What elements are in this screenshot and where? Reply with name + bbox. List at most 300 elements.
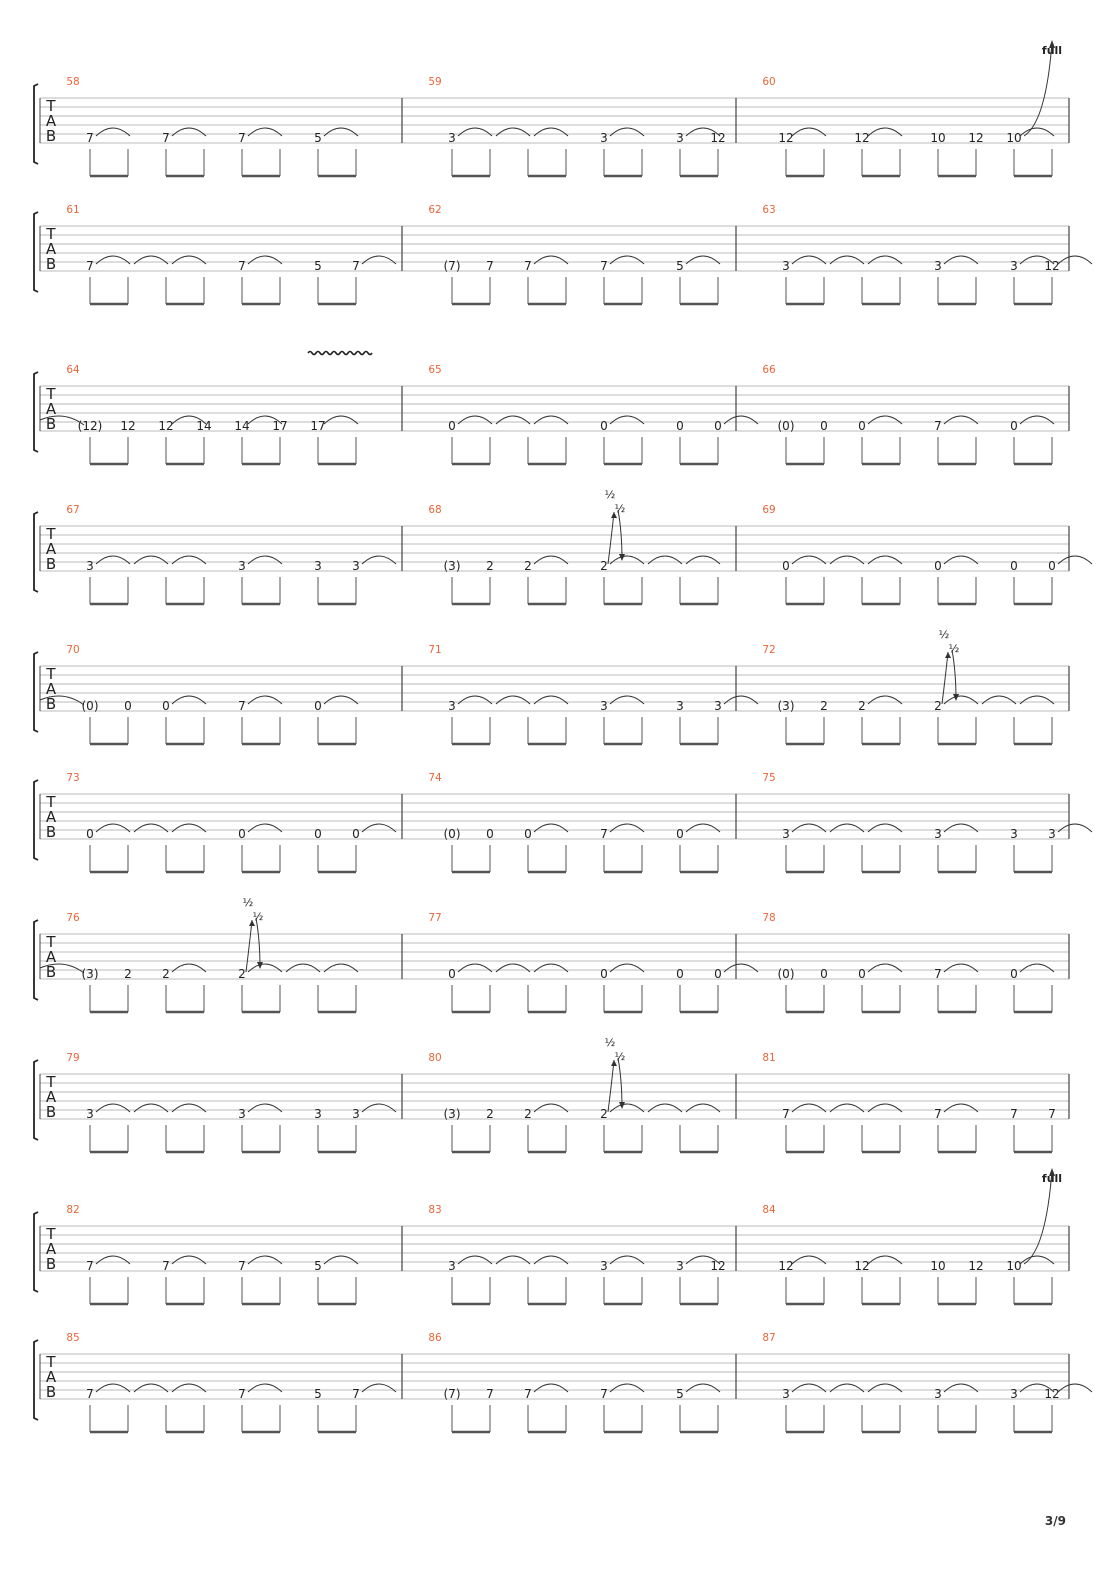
fret-number: 7 [1010, 1107, 1018, 1121]
tab-clef-letter: T [46, 793, 56, 811]
measure-number: 59 [428, 76, 442, 88]
fret-number: 3 [934, 259, 942, 273]
tie-arc [534, 964, 568, 972]
tab-clef-letter: T [46, 385, 56, 403]
tie-arc [610, 128, 644, 136]
tab-clef-letter: T [46, 933, 56, 951]
tab-system [34, 628, 1069, 744]
measure-number: 67 [66, 504, 80, 516]
fret-number: 2 [524, 1107, 532, 1121]
tie-arc [868, 256, 902, 264]
fret-number: 3 [600, 1259, 608, 1273]
measure-number: 77 [428, 912, 442, 924]
fret-number: 7 [352, 1387, 360, 1401]
tab-clef-letter: T [46, 1225, 56, 1243]
tie-arc [724, 964, 758, 972]
tie-arc [458, 416, 492, 424]
tab-clef-letter: B [45, 1103, 57, 1121]
system-bracket [34, 84, 38, 164]
fret-number: 0 [714, 967, 722, 981]
fret-number: 17 [310, 419, 326, 433]
tie-arc [944, 1384, 978, 1392]
fret-number: 3 [352, 1107, 360, 1121]
tie-arc [324, 416, 358, 424]
tie-arc [458, 1256, 492, 1264]
tie-arc [96, 1384, 130, 1392]
fret-number: 3 [314, 559, 322, 573]
tie-arc [610, 824, 644, 832]
tie-arc [496, 964, 530, 972]
tie-arc [944, 556, 978, 564]
bend-label-half: ½ [614, 502, 626, 515]
tie-arc [96, 1104, 130, 1112]
measure-number: 84 [762, 1204, 776, 1216]
fret-number: (0) [443, 827, 461, 841]
fret-number: 0 [1010, 559, 1018, 573]
bend-label-half: ½ [938, 628, 950, 641]
tie-arc [610, 1104, 644, 1112]
fret-number: 7 [238, 131, 246, 145]
tie-arc [286, 964, 320, 972]
measure-number: 64 [66, 364, 80, 376]
fret-number: 2 [524, 559, 532, 573]
fret-number: (7) [443, 1387, 461, 1401]
vibrato-mark [308, 352, 372, 355]
tie-arc [830, 256, 864, 264]
fret-number: 3 [676, 699, 684, 713]
tab-system [34, 204, 1092, 304]
tie-arc [868, 128, 902, 136]
fret-number: 14 [196, 419, 212, 433]
tie-arc [944, 964, 978, 972]
fret-number: (3) [777, 699, 795, 713]
tab-clef-letter: T [46, 665, 56, 683]
measure-number: 58 [66, 76, 80, 88]
fret-number: (0) [777, 419, 795, 433]
tie-arc [134, 256, 168, 264]
tie-arc [534, 1384, 568, 1392]
measure-number: 80 [428, 1052, 442, 1064]
tie-arc [248, 556, 282, 564]
fret-number: 5 [314, 1259, 322, 1273]
fret-number: (7) [443, 259, 461, 273]
fret-number: (12) [77, 419, 103, 433]
fret-number: 0 [448, 419, 456, 433]
tab-system [34, 1332, 1092, 1432]
tie-arc [96, 128, 130, 136]
fret-number: 2 [820, 699, 828, 713]
fret-number: 0 [524, 827, 532, 841]
tie-arc [172, 1384, 206, 1392]
tie-arc [362, 1104, 396, 1112]
measure-number: 81 [762, 1052, 776, 1064]
tie-arc [792, 556, 826, 564]
system-bracket [34, 780, 38, 860]
fret-number: 7 [486, 1387, 494, 1401]
fret-number: 7 [352, 259, 360, 273]
tie-arc [868, 416, 902, 424]
fret-number: 7 [934, 1107, 942, 1121]
tie-arc [944, 824, 978, 832]
tab-clef-letter: T [46, 97, 56, 115]
fret-number: 0 [86, 827, 94, 841]
fret-number: 2 [858, 699, 866, 713]
tab-clef-letter: B [45, 415, 57, 433]
fret-number: 5 [676, 259, 684, 273]
fret-number: 10 [930, 131, 946, 145]
fret-number: 2 [600, 1107, 608, 1121]
tie-arc [686, 256, 720, 264]
bend-label-half: ½ [604, 1036, 616, 1049]
tie-arc [792, 824, 826, 832]
fret-number: 0 [676, 967, 684, 981]
fret-number: 3 [238, 1107, 246, 1121]
bend-curve [608, 1060, 614, 1112]
fret-number: 2 [162, 967, 170, 981]
fret-number: (3) [443, 559, 461, 573]
tie-arc [134, 1104, 168, 1112]
tie-arc [496, 1256, 530, 1264]
measure-number: 72 [762, 644, 776, 656]
tie-arc [610, 696, 644, 704]
tie-arc [944, 1104, 978, 1112]
tie-arc [172, 824, 206, 832]
fret-number: 2 [934, 699, 942, 713]
measure-number: 74 [428, 772, 442, 784]
tab-clef-letter: B [45, 963, 57, 981]
tie-arc [248, 824, 282, 832]
tie-arc [172, 128, 206, 136]
fret-number: 5 [314, 1387, 322, 1401]
fret-number: 3 [676, 131, 684, 145]
fret-number: 10 [930, 1259, 946, 1273]
tie-arc [96, 1256, 130, 1264]
measure-number: 73 [66, 772, 80, 784]
bend-label-half: ½ [242, 896, 254, 909]
bend-label-half: ½ [252, 910, 264, 923]
tab-clef-letter: T [46, 1073, 56, 1091]
tie-arc [686, 1384, 720, 1392]
tab-clef-letter: B [45, 695, 57, 713]
fret-number: 0 [162, 699, 170, 713]
tie-arc [792, 256, 826, 264]
tie-arc [248, 964, 282, 972]
tab-clef-letter: T [46, 525, 56, 543]
fret-number: (0) [777, 967, 795, 981]
measure-number: 85 [66, 1332, 80, 1344]
fret-number: 3 [782, 1387, 790, 1401]
fret-number: 5 [676, 1387, 684, 1401]
measure-number: 78 [762, 912, 776, 924]
tie-arc [830, 556, 864, 564]
tab-clef-letter: A [45, 240, 57, 258]
tie-arc [1058, 1384, 1092, 1392]
tab-clef-letter: B [45, 1383, 57, 1401]
fret-number: 0 [782, 559, 790, 573]
fret-number: 5 [314, 259, 322, 273]
tie-arc [96, 824, 130, 832]
fret-number: 3 [448, 1259, 456, 1273]
fret-number: 12 [968, 1259, 984, 1273]
fret-number: 10 [1006, 131, 1022, 145]
fret-number: (3) [81, 967, 99, 981]
fret-number: 0 [600, 419, 608, 433]
fret-number: 7 [162, 131, 170, 145]
fret-number: 0 [352, 827, 360, 841]
tie-arc [134, 556, 168, 564]
tie-arc [172, 1256, 206, 1264]
fret-number: 3 [448, 131, 456, 145]
fret-number: 7 [1048, 1107, 1056, 1121]
fret-number: 12 [854, 1259, 870, 1273]
fret-number: 12 [1044, 259, 1060, 273]
fret-number: 7 [486, 259, 494, 273]
fret-number: 3 [782, 259, 790, 273]
fret-number: 12 [710, 1259, 726, 1273]
tie-arc [724, 416, 758, 424]
tie-arc [648, 1104, 682, 1112]
fret-number: 7 [86, 1259, 94, 1273]
measure-number: 62 [428, 204, 442, 216]
fret-number: 3 [676, 1259, 684, 1273]
tie-arc [686, 1104, 720, 1112]
tie-arc [944, 416, 978, 424]
fret-number: 12 [158, 419, 174, 433]
tie-arc [496, 128, 530, 136]
tie-arc [648, 556, 682, 564]
page-number: 3/9 [1044, 1514, 1066, 1528]
tie-arc [868, 1384, 902, 1392]
fret-number: 7 [524, 259, 532, 273]
tie-arc [1020, 964, 1054, 972]
tie-arc [172, 1104, 206, 1112]
fret-number: 5 [314, 131, 322, 145]
fret-number: 3 [934, 827, 942, 841]
fret-number: 0 [820, 967, 828, 981]
tie-arc [534, 1104, 568, 1112]
fret-number: 10 [1006, 1259, 1022, 1273]
fret-number: 0 [124, 699, 132, 713]
tab-clef-letter: A [45, 400, 57, 418]
tie-arc [248, 256, 282, 264]
measure-number: 86 [428, 1332, 442, 1344]
tie-arc [324, 1256, 358, 1264]
tie-arc [982, 696, 1016, 704]
tie-arc [944, 696, 978, 704]
measure-number: 87 [762, 1332, 776, 1344]
tie-arc [496, 696, 530, 704]
fret-number: 3 [1010, 1387, 1018, 1401]
tie-arc [610, 556, 644, 564]
system-bracket [34, 512, 38, 592]
measure-number: 76 [66, 912, 80, 924]
bend-curve [942, 652, 948, 704]
system-bracket [34, 652, 38, 732]
tie-arc [324, 128, 358, 136]
fret-number: 0 [1048, 559, 1056, 573]
tab-clef-letter: T [46, 225, 56, 243]
fret-number: 3 [86, 559, 94, 573]
fret-number: 3 [86, 1107, 94, 1121]
fret-number: 0 [858, 419, 866, 433]
bend-label-half: ½ [604, 488, 616, 501]
tab-clef-letter: A [45, 680, 57, 698]
measure-number: 66 [762, 364, 776, 376]
tie-arc [134, 1384, 168, 1392]
fret-number: 0 [600, 967, 608, 981]
fret-number: 2 [600, 559, 608, 573]
fret-number: 0 [820, 419, 828, 433]
fret-number: 3 [714, 699, 722, 713]
tie-arc [248, 1384, 282, 1392]
fret-number: 0 [314, 699, 322, 713]
tie-arc [868, 964, 902, 972]
tie-arc [724, 696, 758, 704]
tab-clef-letter: B [45, 823, 57, 841]
fret-number: 7 [934, 419, 942, 433]
fret-number: 12 [778, 131, 794, 145]
tab-clef-letter: A [45, 1088, 57, 1106]
tab-system [34, 352, 1069, 465]
tie-arc [792, 128, 826, 136]
tie-arc [868, 824, 902, 832]
tie-arc [610, 1256, 644, 1264]
tie-arc [248, 128, 282, 136]
fret-number: 3 [934, 1387, 942, 1401]
measure-number: 63 [762, 204, 776, 216]
tab-system [34, 772, 1092, 872]
fret-number: 17 [272, 419, 288, 433]
fret-number: 0 [486, 827, 494, 841]
tab-clef-letter: A [45, 1368, 57, 1386]
measure-number: 68 [428, 504, 442, 516]
tie-arc [686, 824, 720, 832]
fret-number: 2 [486, 1107, 494, 1121]
tie-arc [362, 824, 396, 832]
tie-arc [534, 128, 568, 136]
fret-number: (0) [81, 699, 99, 713]
fret-number: 12 [968, 131, 984, 145]
fret-number: 0 [714, 419, 722, 433]
tie-arc [134, 824, 168, 832]
bend-curve [608, 512, 614, 564]
tie-arc [868, 556, 902, 564]
system-bracket [34, 1212, 38, 1292]
fret-number: 2 [124, 967, 132, 981]
fret-number: 3 [314, 1107, 322, 1121]
tie-arc [496, 416, 530, 424]
tie-arc [458, 696, 492, 704]
fret-number: 7 [238, 259, 246, 273]
fret-number: 3 [448, 699, 456, 713]
fret-number: 7 [86, 131, 94, 145]
fret-number: 7 [238, 699, 246, 713]
fret-number: 0 [1010, 419, 1018, 433]
measure-number: 65 [428, 364, 442, 376]
fret-number: 12 [1044, 1387, 1060, 1401]
tie-arc [324, 696, 358, 704]
fret-number: 0 [314, 827, 322, 841]
fret-number: 12 [854, 131, 870, 145]
tie-arc [362, 1384, 396, 1392]
tab-clef-letter: A [45, 112, 57, 130]
fret-number: 12 [778, 1259, 794, 1273]
system-bracket [34, 212, 38, 292]
fret-number: 0 [238, 827, 246, 841]
measure-number: 60 [762, 76, 776, 88]
measure-number: 75 [762, 772, 776, 784]
tie-arc [830, 1384, 864, 1392]
tie-arc [324, 964, 358, 972]
fret-number: 7 [162, 1259, 170, 1273]
tab-system [34, 1036, 1069, 1152]
tab-system [34, 488, 1092, 604]
tie-arc [534, 1256, 568, 1264]
tie-arc [362, 256, 396, 264]
tab-system [34, 1168, 1069, 1304]
fret-number: 2 [486, 559, 494, 573]
tie-arc [458, 964, 492, 972]
fret-number: 12 [710, 131, 726, 145]
measure-number: 70 [66, 644, 80, 656]
tie-arc [1020, 696, 1054, 704]
tie-arc [686, 556, 720, 564]
tie-arc [248, 1104, 282, 1112]
tie-arc [534, 416, 568, 424]
fret-number: (3) [443, 1107, 461, 1121]
fret-number: 3 [238, 559, 246, 573]
fret-number: 0 [858, 967, 866, 981]
tab-clef-letter: A [45, 1240, 57, 1258]
system-bracket [34, 920, 38, 1000]
measure-number: 83 [428, 1204, 442, 1216]
tie-arc [792, 1104, 826, 1112]
tie-arc [172, 696, 206, 704]
bend-label-half: ½ [614, 1050, 626, 1063]
tie-arc [610, 964, 644, 972]
tie-arc [458, 128, 492, 136]
tie-arc [534, 696, 568, 704]
fret-number: 3 [1048, 827, 1056, 841]
tie-arc [792, 1384, 826, 1392]
tie-arc [96, 556, 130, 564]
tie-arc [362, 556, 396, 564]
fret-number: 7 [600, 259, 608, 273]
tie-arc [830, 1104, 864, 1112]
fret-number: 7 [782, 1107, 790, 1121]
fret-number: 14 [234, 419, 250, 433]
tab-system [34, 896, 1069, 1012]
system-bracket [34, 372, 38, 452]
tie-arc [1058, 556, 1092, 564]
fret-number: 7 [600, 827, 608, 841]
bend-curve [246, 920, 252, 972]
tie-arc [172, 256, 206, 264]
system-bracket [34, 1340, 38, 1420]
tie-arc [534, 824, 568, 832]
measure-number: 82 [66, 1204, 80, 1216]
tab-clef-letter: B [45, 555, 57, 573]
fret-number: 3 [352, 559, 360, 573]
fret-number: 3 [782, 827, 790, 841]
tie-arc [792, 1256, 826, 1264]
tab-system [34, 40, 1069, 176]
fret-number: 3 [1010, 827, 1018, 841]
tie-arc [248, 1256, 282, 1264]
tab-clef-letter: A [45, 808, 57, 826]
tab-clef-letter: B [45, 127, 57, 145]
tie-arc [1058, 256, 1092, 264]
